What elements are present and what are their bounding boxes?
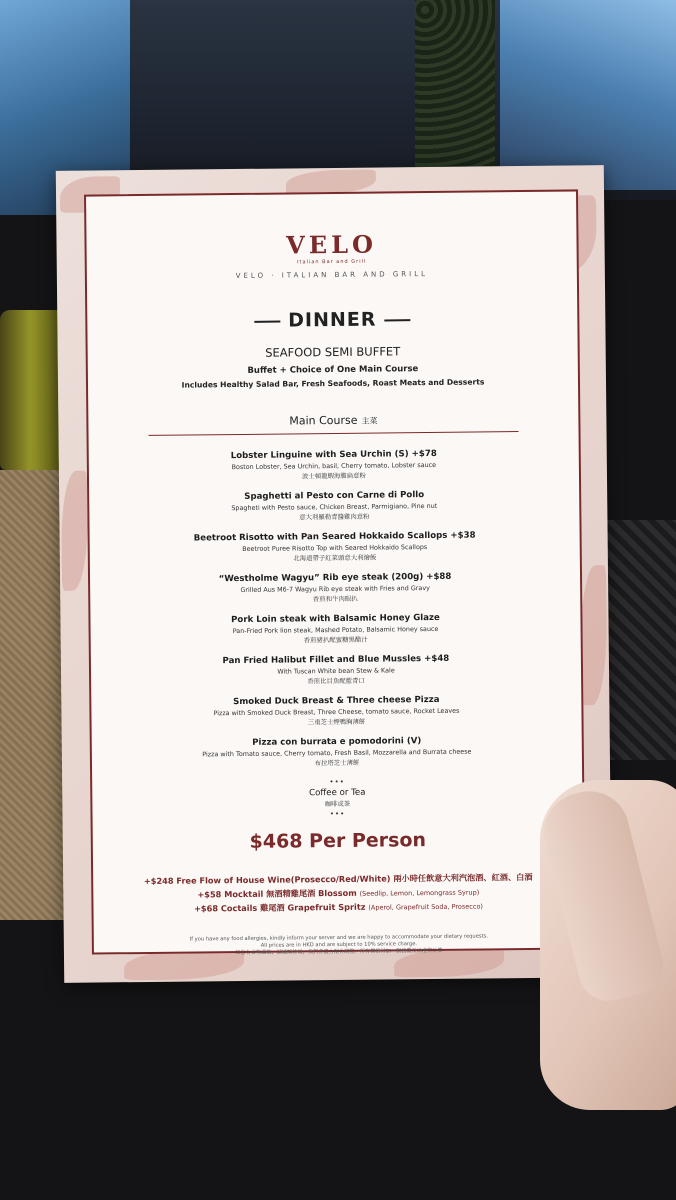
- menu-frame: [84, 189, 586, 957]
- item-name: Spaghetti al Pesto con Carne di Pollo: [244, 490, 425, 502]
- footnote-service-charge: All prices are in HKD and are subject to 10% service charge.: [260, 941, 418, 949]
- add-on-note: (Aperol, Grapefruit Soda, Prosecco): [368, 902, 483, 912]
- footnote-allergy: If you have any food allergies, kindly inform your server and we are happy to accommodate your dietary requests.: [189, 933, 489, 943]
- item-name: Pork Loin steak with Balsamic Honey Glaze: [231, 612, 440, 626]
- item-description: Pizza with Tomato sauce, Cherry tomato, Fresh Basil, Mozzarella and Burrata cheese: [202, 747, 472, 759]
- menu-content: [86, 191, 584, 958]
- item-name: Beetroot Risotto with Pan Seared Hokkaido Scallops +$38: [193, 530, 476, 544]
- item-description: Boston Lobster, Sea Urchin, basil, Cherry tomato, Lobster sauce: [231, 460, 437, 472]
- menu-items: [89, 447, 582, 769]
- set-price: $468 Per Person: [249, 829, 427, 853]
- brand-logo: VELO: [286, 229, 378, 260]
- brand-tagline: VELO · ITALIAN BAR AND GRILL: [235, 269, 429, 281]
- menu-item: [92, 734, 582, 769]
- footnote-zh: 如您有食物過敏，請通知侍員，我們會盡力配合調整。所有價格另加一服務費及以港幣計算: [235, 947, 443, 957]
- section-heading: [88, 411, 578, 429]
- title-dash-right: [384, 319, 410, 321]
- green-wall: [415, 0, 495, 175]
- item-name: Lobster Linguine with Sea Urchin (S) +$78: [230, 448, 437, 462]
- item-name: Pan Fried Halibut Fillet and Blue Mussles +$48: [222, 653, 450, 667]
- coffee-or-tea-zh: 咖啡或茶: [324, 799, 351, 809]
- item-description: Beetroot Puree Risotto Top with Seared Hokkaido Scallops: [242, 543, 428, 553]
- section-title-zh: 主菜: [361, 416, 378, 426]
- floral-pattern: [580, 565, 607, 705]
- item-name-zh: 波士頓龍蝦海膽扁意粉: [301, 471, 366, 481]
- footnote: [94, 932, 584, 958]
- add-on-text: +$248 Free Flow of House Wine(Prosecco/Red/White) 兩小時任飲意大利汽泡酒、紅酒、白酒: [143, 871, 533, 887]
- item-description: Spagheti with Pesto sauce, Chicken Breast, Parmigiano, Pine nut: [231, 501, 438, 513]
- add-on-text: +$58 Mocktail 無酒精雞尾酒 Blossom: [197, 887, 357, 900]
- add-on-text: +$68 Coctails 雞尾酒 Grapefruit Spritz: [193, 901, 366, 914]
- menu-item: [91, 693, 581, 728]
- item-name-zh: 布拉塔芝士薄餅: [314, 758, 360, 768]
- item-description: With Tuscan White bean Stew & Kale: [277, 666, 395, 676]
- menu-card: [56, 165, 612, 983]
- item-name-zh: 香煎和牛肉眼扒: [312, 594, 358, 604]
- item-name-zh: 北海道帶子紅菜頭意大利燴飯: [293, 553, 377, 563]
- add-on-item: [93, 899, 583, 915]
- menu-item: [89, 488, 579, 523]
- add-on-item: [93, 885, 583, 901]
- menu-title-text: DINNER: [288, 308, 377, 332]
- item-description: Pizza with Smoked Duck Breast, Three Cheese, tomato sauce, Rocket Leaves: [213, 706, 460, 718]
- item-name: Smoked Duck Breast & Three cheese Pizza: [233, 694, 440, 708]
- shop-window-right: [500, 0, 676, 190]
- floral-pattern: [61, 471, 88, 591]
- item-name-zh: 香煎比目魚配藍青口: [307, 676, 365, 686]
- buffet-title: SEAFOOD SEMI BUFFET: [265, 344, 401, 360]
- title-dash-left: [254, 320, 280, 322]
- menu-item: [90, 611, 580, 646]
- item-name-zh: 香煎豬扒配蜜糖黑醋汁: [303, 635, 368, 645]
- item-name-zh: 三重芝士煙鴨胸薄餅: [307, 717, 366, 727]
- item-description: Grilled Aus M6-7 Wagyu Rib eye steak with Fries and Gravy: [240, 583, 430, 594]
- item-name: “Westholme Wagyu” Rib eye steak (200g) +$88: [218, 571, 452, 585]
- menu-item: [90, 529, 580, 564]
- menu-item: [91, 652, 581, 687]
- buffet-choice: Buffet + Choice of One Main Course: [247, 364, 419, 376]
- add-on-note: (Seedlip, Lemon, Lemongrass Syrup): [359, 888, 480, 898]
- buffet-includes: Includes Healthy Salad Bar, Fresh Seafoods, Roast Meats and Desserts: [181, 377, 485, 390]
- separator-dots: •••: [329, 777, 345, 787]
- section-divider: [149, 431, 519, 436]
- item-description: Pan-Fried Pork lion steak, Mashed Potato, Balsamic Honey sauce: [232, 624, 439, 636]
- separator-dots: •••: [329, 809, 346, 819]
- brand-subtitle: Italian Bar and Grill: [297, 258, 367, 266]
- menu-title: [87, 306, 577, 333]
- item-name: Pizza con burrata e pomodorini (V): [252, 736, 422, 748]
- add-ons: [93, 871, 583, 915]
- section-title: Main Course: [289, 413, 358, 428]
- menu-item: [89, 447, 579, 482]
- coffee-or-tea: Coffee or Tea: [309, 787, 366, 799]
- menu-item: [90, 570, 580, 605]
- item-name-zh: 意大利羅勒青醬雞肉意粉: [299, 512, 370, 522]
- add-on-item: [93, 871, 583, 887]
